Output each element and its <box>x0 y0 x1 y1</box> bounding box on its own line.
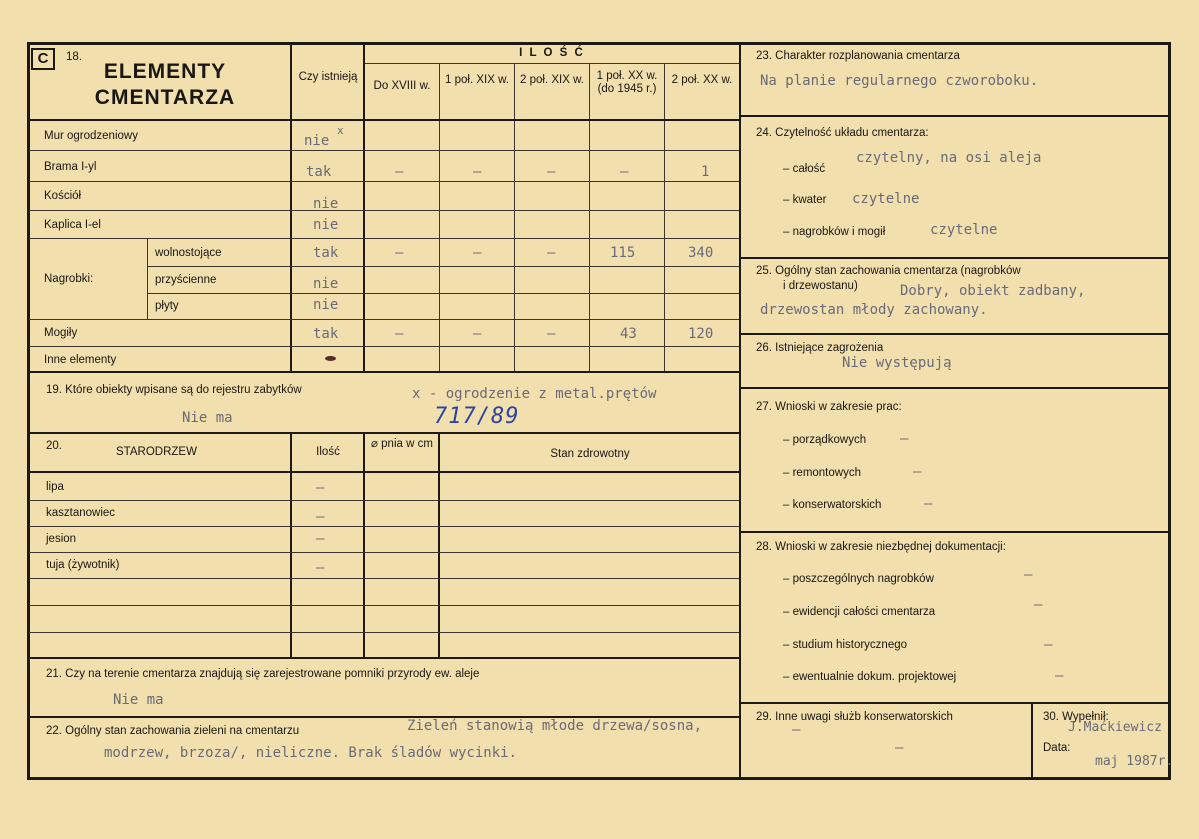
s28-item-label: – ewidencji całości cmentarza <box>783 606 936 618</box>
grid-line <box>290 42 292 372</box>
grid-line <box>589 63 590 372</box>
s19-label: 19. Które obiekty wpisane są do rejestru zabytków <box>46 384 302 396</box>
s27-item-label: – porządkowych <box>783 434 867 446</box>
divider <box>1169 42 1171 780</box>
grid-line <box>147 266 739 267</box>
s22-text-line1: Zieleń stanowią młode drzewa/sosna, <box>407 718 703 734</box>
s24-item-value: czytelne <box>930 222 998 238</box>
exists-value: tak <box>313 245 339 261</box>
row-label: Mogiły <box>44 327 78 339</box>
tree-name: jesion <box>46 533 77 545</box>
grid-line <box>29 526 739 527</box>
tree-name: tuja (żywotnik) <box>46 559 120 571</box>
register-number: 717/89 <box>434 404 520 429</box>
s27-item-value: – <box>913 464 922 480</box>
tree-qty: – <box>316 509 325 525</box>
qty-cell: – <box>547 164 556 180</box>
grid-line <box>365 63 739 64</box>
s22-label: 22. Ogólny stan zachowania zieleni na cmentarzu <box>46 725 300 737</box>
s20-title: STARODRZEW <box>116 446 197 458</box>
s30-label: 30. Wypełnił: <box>1043 711 1109 723</box>
period-header: 2 poł. XIX w. <box>520 74 584 86</box>
s30-date-label: Data: <box>1043 742 1071 754</box>
s25-label-line1: 25. Ogólny stan zachowania cmentarza (nagrobków <box>756 265 1021 277</box>
grid-line <box>739 387 1171 389</box>
row-label-nagrobki: Nagrobki: <box>44 273 94 285</box>
grid-line <box>739 531 1171 533</box>
s24-item-value: czytelne <box>852 191 920 207</box>
grid-line <box>29 346 739 347</box>
grid-line <box>147 238 148 319</box>
s27-item-value: – <box>900 431 909 447</box>
grid-line <box>290 432 292 658</box>
grid-line <box>363 432 365 658</box>
grid-line <box>29 319 739 320</box>
ink-blot <box>325 356 336 361</box>
grid-line <box>29 181 739 182</box>
grid-line <box>27 657 739 659</box>
col-exists-header: Czy istnieją <box>298 71 358 83</box>
col-health-header: Stan zdrowotny <box>550 448 630 460</box>
col-qty-header: Ilość <box>316 446 340 458</box>
period-header: 2 poł. XX w. <box>671 74 733 86</box>
row-label: Kościół <box>44 190 82 202</box>
row-label: Brama I-yl <box>44 161 97 173</box>
row-label: przyścienne <box>155 274 217 286</box>
grid-line <box>29 578 739 579</box>
grid-line <box>29 238 739 239</box>
grid-line <box>1031 702 1033 780</box>
row-label: Inne elementy <box>44 354 117 366</box>
section-title-line2: CMENTARZA <box>94 86 236 109</box>
grid-line <box>27 432 739 434</box>
tree-qty: – <box>316 480 325 496</box>
category-box: C <box>31 48 55 70</box>
grid-line <box>739 702 1171 704</box>
s29-label: 29. Inne uwagi służb konserwatorskich <box>756 711 953 723</box>
exists-value: nie <box>313 276 339 292</box>
s28-item-value: – <box>1044 637 1053 653</box>
s26-value: Nie występują <box>842 355 952 371</box>
row-label: Mur ogrodzeniowy <box>44 130 138 142</box>
grid-line <box>29 605 739 606</box>
qty-cell: 340 <box>688 245 714 261</box>
s29-dash: – <box>792 722 801 738</box>
col-diameter-header: ⌀ pnia w cm <box>371 438 433 450</box>
section-title-line1: ELEMENTY <box>103 60 227 83</box>
s23-label: 23. Charakter rozplanowania cmentarza <box>756 50 960 62</box>
s19-note: x - ogrodzenie z metal.prętów <box>412 386 657 402</box>
tree-name: kasztanowiec <box>46 507 116 519</box>
s27-label: 27. Wnioski w zakresie prac: <box>756 401 902 413</box>
tree-name: lipa <box>46 481 64 493</box>
grid-line <box>29 632 739 633</box>
s28-label: 28. Wnioski w zakresie niezbędnej dokumentacji: <box>756 541 1006 553</box>
s27-item-label: – remontowych <box>783 467 861 479</box>
s28-item-value: – <box>1034 597 1043 613</box>
grid-line <box>29 552 739 553</box>
s28-item-label: – poszczególnych nagrobków <box>783 573 934 585</box>
grid-line <box>514 63 515 372</box>
grid-line <box>739 115 1171 117</box>
s24-item-label: – całość <box>783 163 826 175</box>
s25-value-line1: Dobry, obiekt zadbany, <box>900 283 1086 299</box>
qty-cell: – <box>547 245 556 261</box>
s28-item-label: – ewentualnie dokum. projektowej <box>783 671 957 683</box>
row-label: Kaplica I-el <box>44 219 101 231</box>
s24-item-value: czytelny, na osi aleja <box>856 150 1042 166</box>
s20-number: 20. <box>46 440 62 452</box>
s27-item-label: – konserwatorskich <box>783 499 882 511</box>
grid-line <box>739 257 1171 259</box>
qty-cell: – <box>473 164 482 180</box>
qty-cell: – <box>395 245 404 261</box>
s25-label-line2: i drzewostanu) <box>783 280 858 292</box>
s28-item-label: – studium historycznego <box>783 639 908 651</box>
grid-line <box>739 333 1171 335</box>
divider <box>739 42 741 780</box>
grid-line <box>27 371 739 373</box>
grid-line <box>29 210 739 211</box>
s24-item-label: – nagrobków i mogił <box>783 226 886 238</box>
footnote-mark: x <box>337 124 344 137</box>
exists-value: tak <box>313 326 339 342</box>
qty-cell: 115 <box>610 245 636 261</box>
s26-label: 26. Istniejące zagrożenia <box>756 342 884 354</box>
grid-line <box>147 293 739 294</box>
period-header: 1 poł. XIX w. <box>445 74 509 86</box>
grid-line <box>27 119 739 121</box>
s21-value: Nie ma <box>113 692 164 708</box>
s21-label: 21. Czy na terenie cmentarza znajdują się zarejestrowane pomniki przyrody ew. aleje <box>46 668 480 680</box>
row-label: płyty <box>155 300 179 312</box>
s27-item-value: – <box>924 496 933 512</box>
tree-qty: – <box>316 560 325 576</box>
qty-cell: – <box>395 326 404 342</box>
quantity-header: I L O Ś Ć <box>519 47 585 59</box>
grid-line <box>664 63 665 372</box>
qty-cell: – <box>473 326 482 342</box>
s28-item-value: – <box>1024 567 1033 583</box>
grid-line <box>29 150 739 151</box>
section-number: 18. <box>66 51 82 63</box>
qty-cell: – <box>473 245 482 261</box>
qty-cell: 1 <box>701 164 710 180</box>
s23-value: Na planie regularnego czworoboku. <box>760 73 1039 89</box>
exists-value: nie <box>313 297 339 313</box>
s24-label: 24. Czytelność układu cmentarza: <box>756 127 929 139</box>
s22-text-line2: modrzew, brzoza/, nieliczne. Brak śladów wycinki. <box>104 745 518 761</box>
s24-item-label: – kwater <box>783 194 827 206</box>
exists-value: nie <box>304 133 330 149</box>
row-label: wolnostojące <box>155 247 222 259</box>
exists-value: nie <box>313 196 339 212</box>
grid-line <box>27 471 739 473</box>
exists-value: tak <box>306 164 332 180</box>
s30-name: J.Maćkiewicz <box>1068 720 1162 735</box>
s25-value-line2: drzewostan młody zachowany. <box>760 302 988 318</box>
qty-cell: – <box>620 164 629 180</box>
period-header: 1 poł. XX w. (do 1945 r.) <box>596 70 658 95</box>
s28-item-value: – <box>1055 668 1064 684</box>
qty-cell: – <box>547 326 556 342</box>
s30-date: maj 1987r. <box>1095 754 1174 769</box>
qty-cell: 43 <box>620 326 637 342</box>
tree-qty: – <box>316 531 325 547</box>
grid-line <box>439 63 440 372</box>
s19-value: Nie ma <box>182 410 233 426</box>
period-header: Do XVIII w. <box>373 80 431 92</box>
s29-dash: – <box>895 740 904 756</box>
grid-line <box>438 432 440 658</box>
exists-value: nie <box>313 217 339 233</box>
qty-cell: 120 <box>688 326 714 342</box>
grid-line <box>363 42 365 372</box>
grid-line <box>29 500 739 501</box>
qty-cell: – <box>395 164 404 180</box>
